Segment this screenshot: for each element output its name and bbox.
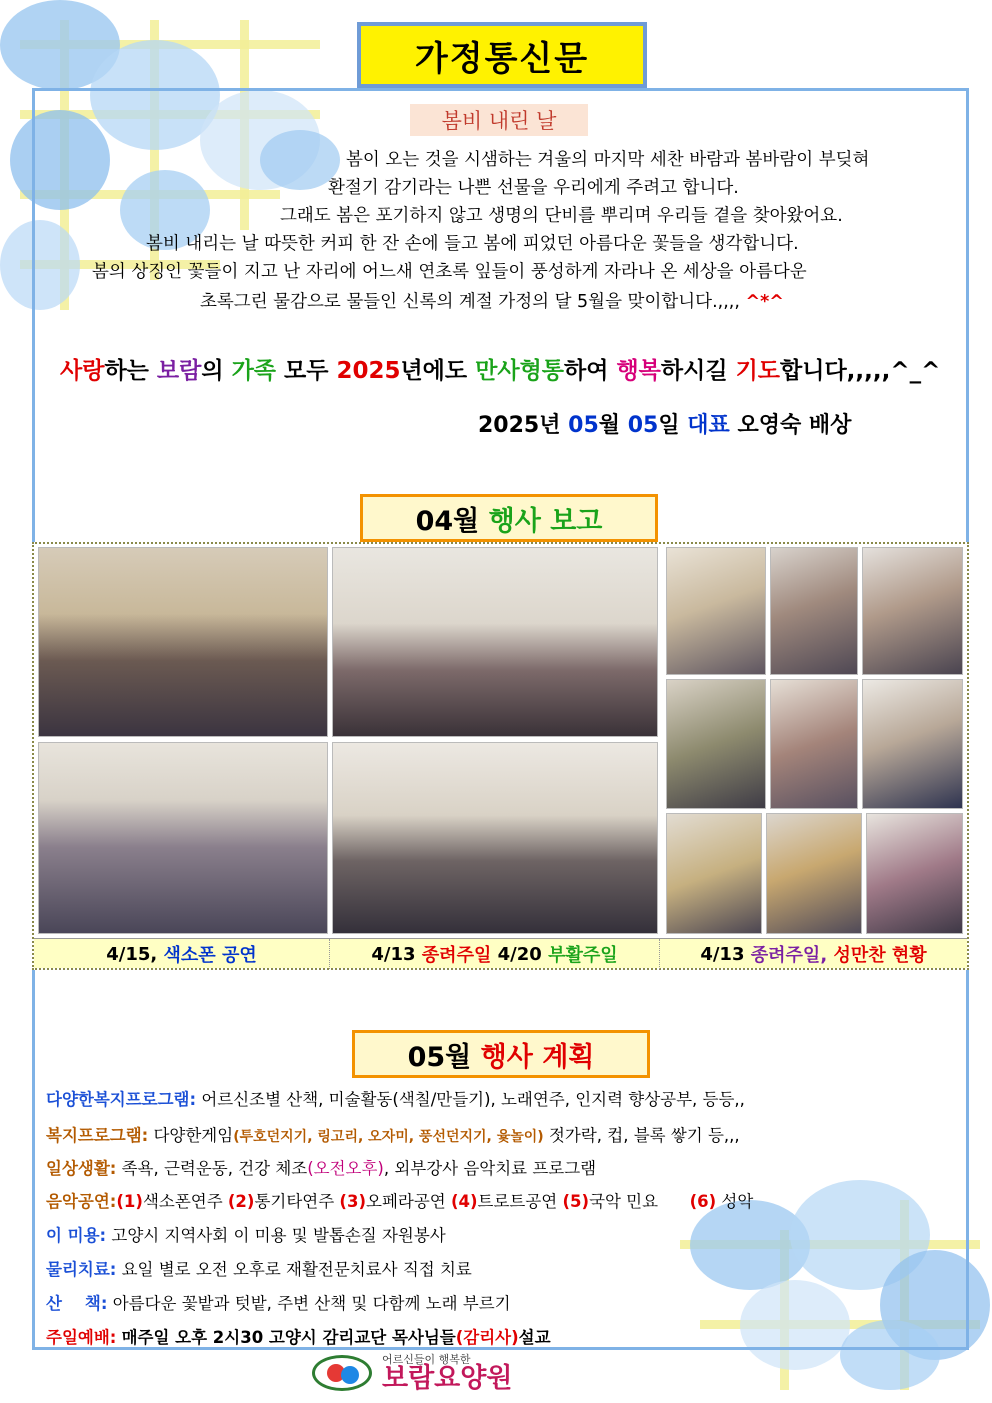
plan-row-games	[46, 1122, 740, 1146]
subtitle-text: 봄비 내린 날	[441, 109, 557, 133]
report-title-text: 행사 보고	[488, 505, 603, 537]
plan-row-text: 족욕, 근력운동, 건강 체조	[121, 1159, 308, 1178]
intro-line-5: 봄의 상징인 꽃들이 지고 난 자리에 어느새 연초록 잎들이 풍성하게 자라나 온 세상을 아름다운	[92, 262, 807, 282]
caption-communion	[660, 939, 967, 969]
subtitle	[410, 104, 588, 136]
signature-line	[478, 408, 851, 439]
plan-row-beauty	[46, 1222, 446, 1246]
signature-day: 05	[627, 413, 659, 438]
logo-name: 보람요양원	[382, 1363, 513, 1394]
signature-role: 대표	[687, 413, 730, 438]
photo-saxophone-concert-2	[38, 742, 328, 934]
blessing-text: 모두	[276, 358, 337, 384]
plan-row-tail: 설교	[518, 1328, 551, 1347]
plan-row-text: 다양한게임	[153, 1126, 234, 1145]
plan-row-games-detail: (투호던지기, 링고리, 오자미, 풍선던지기, 윷놀이)	[233, 1129, 544, 1145]
plan-month: 05월	[407, 1041, 472, 1073]
blessing-text: 하시길	[660, 358, 736, 384]
music-number-6: (6)	[689, 1192, 717, 1211]
music-number-2: (2)	[227, 1192, 255, 1211]
music-item-1: 색소폰연주	[142, 1192, 223, 1211]
signature-day-unit: 일	[658, 413, 680, 438]
smile-emoticon: ^*^	[745, 292, 784, 312]
music-item-2: 통기타연주	[254, 1192, 335, 1211]
plan-row-walk	[46, 1290, 511, 1314]
facility-logo	[312, 1352, 582, 1394]
blessing-text: 의	[201, 358, 232, 384]
blessing-wellbeing: 만사형통	[475, 358, 565, 384]
plan-row-text: 요일 별로 오전 오후로 재활전문치료사 직접 치료	[121, 1260, 472, 1279]
music-item-6: 성악	[721, 1192, 754, 1211]
caption-3-text-2: 성만찬 현황	[833, 945, 927, 966]
blessing-happiness: 행복	[616, 358, 661, 384]
intro-line-4: 봄비 내리는 날 따뜻한 커피 한 잔 손에 들고 봄에 피었던 아름다운 꽃들을 생각합니다.	[146, 234, 799, 254]
plan-row-physiotherapy	[46, 1256, 472, 1280]
plan-row-label: 복지프로그램:	[46, 1126, 149, 1145]
logo-text	[382, 1354, 512, 1392]
music-number-5: (5)	[562, 1192, 590, 1211]
photo-saxophone-concert-1	[38, 547, 328, 737]
signature-year: 2025년	[478, 413, 561, 438]
plan-section-title	[352, 1030, 650, 1078]
page-title	[357, 22, 647, 88]
blessing-boram: 보람	[156, 358, 202, 384]
photo-communion-7	[666, 813, 762, 934]
plan-row-text: 매주일 오후 2시30 고양시 감리교단 목사님들	[121, 1328, 456, 1347]
title-text: 가정통신문	[414, 38, 590, 79]
music-number-3: (3)	[339, 1192, 366, 1211]
blessing-text: 하는	[104, 358, 157, 384]
music-number-4: (4)	[450, 1192, 478, 1211]
caption-2-date-2: 4/20	[497, 943, 542, 965]
blessing-text: 합니다,,,,,^_^	[780, 358, 941, 384]
photo-communion-9	[866, 813, 963, 934]
blessing-line	[60, 352, 960, 385]
music-number-1: (1)	[116, 1192, 143, 1211]
photo-communion-6	[862, 679, 963, 809]
plan-row-label: 주일예배:	[46, 1328, 117, 1347]
plan-row-text: 고양시 지역사회 이 미용 및 발톱손질 자원봉사	[111, 1226, 446, 1245]
logo-mark-icon	[312, 1355, 372, 1391]
logo-tagline: 어르신들이 행복한	[382, 1353, 471, 1366]
signature-month-unit: 월	[598, 413, 621, 438]
photo-communion-4	[666, 679, 766, 809]
photo-gallery	[32, 542, 969, 970]
signature-name: 오영숙 배상	[737, 413, 852, 438]
plan-row-text: 어르신조별 산책, 미술활동(색칠/만들기), 노래연주, 인지력 향상공부, 등등,,	[201, 1090, 745, 1109]
intro-line-2: 환절기 감기라는 나쁜 선물을 우리에게 주려고 합니다.	[328, 178, 739, 198]
caption-bar	[34, 938, 967, 968]
plan-row-tail: , 외부강사 음악치료 프로그램	[383, 1159, 597, 1178]
plan-row-label: 음악공연:	[46, 1192, 117, 1211]
plan-row-note: (오전오후)	[307, 1159, 384, 1178]
music-item-3: 오페라공연	[366, 1192, 446, 1211]
intro-line-6-text: 초록그린 물감으로 물들인 신록의 계절 가정의 달 5월을 맞이합니다.,,,,	[200, 292, 740, 312]
photo-communion-1	[666, 547, 766, 675]
caption-3-text-1: 종려주일,	[750, 945, 828, 966]
plan-row-label: 일상생활:	[46, 1159, 117, 1178]
caption-1-date: 4/15,	[106, 943, 158, 965]
plan-row-music	[46, 1188, 753, 1212]
blessing-family: 가족	[231, 358, 276, 384]
music-item-4: 트로트공연	[477, 1192, 558, 1211]
photo-communion-3	[862, 547, 963, 675]
plan-row-text: 아름다운 꽃밭과 텃밭, 주변 산책 및 다함께 노래 부르기	[112, 1294, 511, 1313]
photo-communion-5	[770, 679, 858, 809]
caption-saxophone	[34, 939, 330, 969]
blessing-prayer: 기도	[735, 358, 781, 384]
intro-line-1: 봄이 오는 것을 시샘하는 겨울의 마지막 세찬 바람과 봄바람이 부딪혀	[346, 150, 870, 170]
caption-2-text-1: 종려주일	[421, 945, 492, 966]
photo-palm-sunday-service	[332, 547, 658, 737]
blessing-year: 2025	[336, 358, 401, 384]
report-month: 04월	[415, 505, 480, 537]
plan-row-label: 산 책:	[46, 1294, 108, 1313]
music-item-5: 국악 민요	[589, 1192, 659, 1211]
plan-row-welfare-programs	[46, 1086, 745, 1110]
blessing-love: 사랑	[60, 358, 105, 384]
photo-communion-2	[770, 547, 858, 675]
caption-services	[330, 939, 660, 969]
plan-row-label: 물리치료:	[46, 1260, 117, 1279]
plan-row-sunday-worship	[46, 1324, 551, 1348]
plan-row-daily-life	[46, 1155, 596, 1179]
blessing-text: 년에도	[400, 358, 476, 384]
caption-1-text: 색소폰 공연	[163, 945, 257, 966]
plan-row-label: 다양한복지프로그램:	[46, 1090, 197, 1109]
photo-communion-8	[766, 813, 862, 934]
caption-2-date-1: 4/13	[371, 943, 416, 965]
photo-easter-service	[332, 742, 658, 934]
signature-month: 05	[568, 413, 599, 438]
caption-3-date: 4/13	[700, 943, 745, 965]
caption-2-text-2: 부활주일	[548, 945, 618, 966]
report-section-title	[360, 494, 658, 542]
plan-title-text: 행사 계획	[480, 1041, 595, 1073]
blessing-text: 하여	[564, 358, 617, 384]
plan-row-tail: 젓가락, 컵, 블록 쌓기 등,,,	[548, 1126, 740, 1145]
intro-line-6	[200, 288, 784, 316]
intro-line-3: 그래도 봄은 포기하지 않고 생명의 단비를 뿌리며 우리들 곁을 찾아왔어요.	[280, 206, 843, 226]
plan-row-label: 이 미용:	[46, 1226, 107, 1245]
plan-row-note: (감리사)	[455, 1328, 519, 1347]
